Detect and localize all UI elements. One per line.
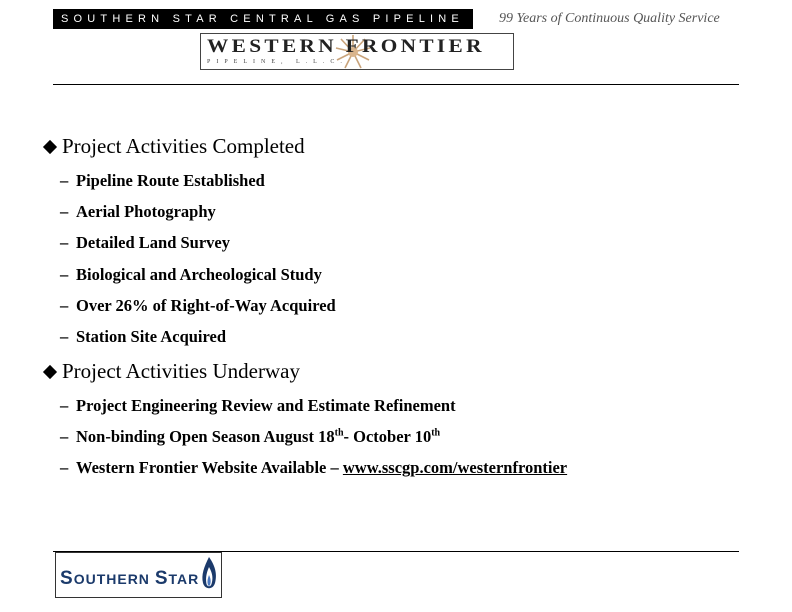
- list-item: – Station Site Acquired: [60, 327, 227, 346]
- list-item: – Detailed Land Survey: [60, 233, 231, 252]
- website-link[interactable]: www.sscgp.com/westernfrontier: [342, 458, 568, 477]
- footer-logo-text: SOUTHERN STAR: [60, 568, 200, 589]
- logo-subtitle: PIPELINE, L.L.C.: [207, 59, 348, 65]
- section-title: Project Activities Underway: [62, 359, 300, 383]
- diamond-bullet-icon: [43, 139, 57, 153]
- company-banner: [53, 9, 473, 29]
- tagline: 99 Years of Continuous Quality Service: [499, 11, 720, 26]
- diamond-bullet-icon: [43, 364, 57, 378]
- section-heading-completed: [40, 134, 305, 159]
- list-item: – Project Engineering Review and Estimate Refinement: [60, 396, 456, 415]
- list-item-open-season: – Non-binding Open Season August 18th- October 10th: [60, 427, 441, 446]
- list-item: – Aerial Photography: [60, 202, 216, 221]
- top-divider: [53, 84, 739, 85]
- southern-star-logo: [55, 552, 222, 598]
- logo-name: WESTERN FRONTIER: [207, 36, 485, 57]
- company-banner-text: SOUTHERN STAR CENTRAL GAS PIPELINE: [61, 13, 464, 25]
- list-item: – Over 26% of Right-of-Way Acquired: [60, 296, 336, 315]
- list-item: – Biological and Archeological Study: [60, 265, 322, 284]
- flame-icon: [199, 555, 219, 595]
- western-frontier-logo: [200, 33, 514, 70]
- list-item-website: – Western Frontier Website Available – www.sscgp.com/westernfrontier: [60, 458, 568, 477]
- section-title: Project Activities Completed: [62, 134, 305, 158]
- section-heading-underway: [40, 359, 300, 384]
- list-item: – Pipeline Route Established: [60, 171, 265, 190]
